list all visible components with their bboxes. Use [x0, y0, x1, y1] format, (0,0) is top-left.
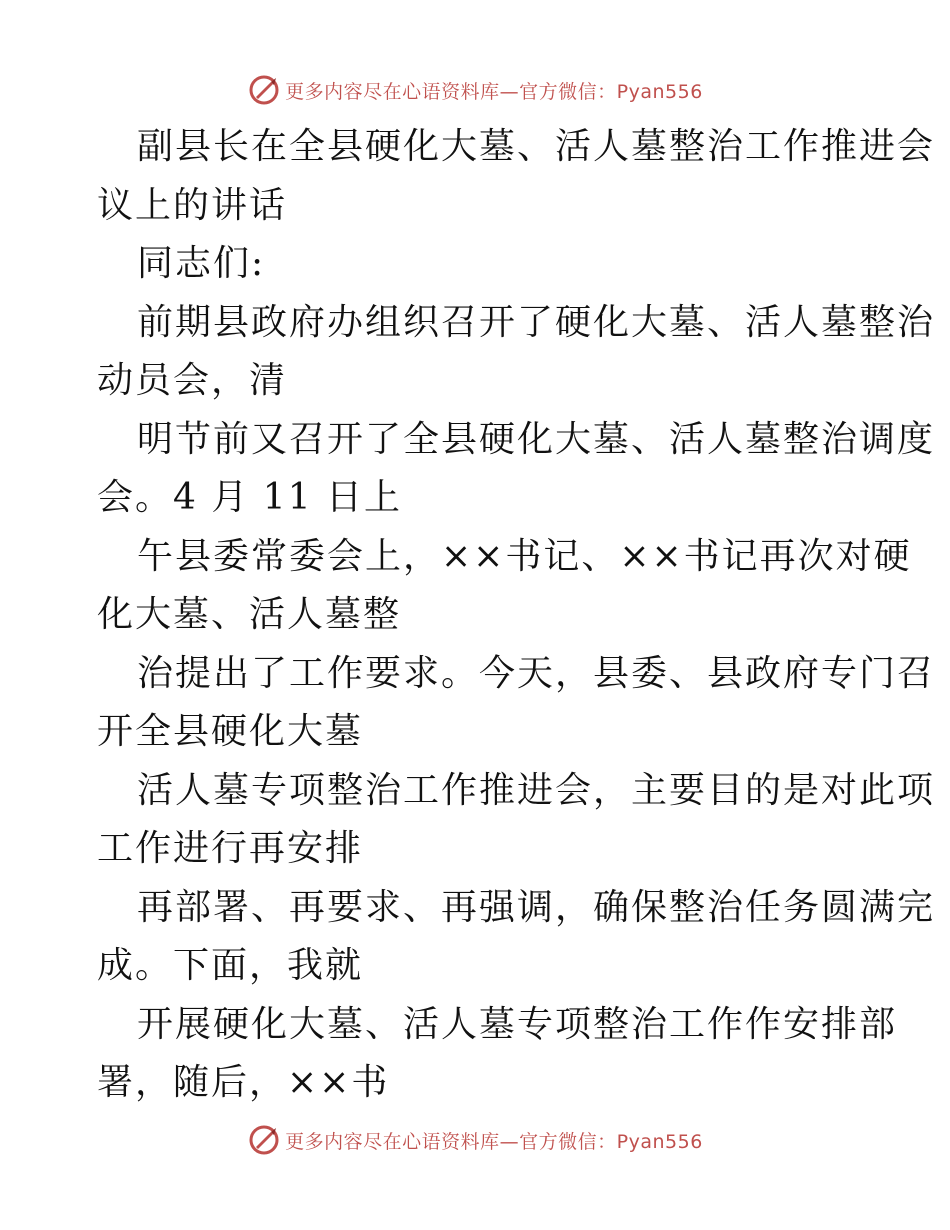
text-line: 动员会，清 — [97, 360, 288, 401]
text-line: 议上的讲话 — [97, 184, 288, 226]
text-line: 化大墓、活人墓整 — [97, 594, 402, 635]
text-line: 明节前又召开了全县硬化大墓、活人墓整治调度 — [137, 418, 936, 460]
quill-pen-logo-icon — [247, 1123, 281, 1157]
watermark-left-text: 更多内容尽在心语资料库 — [285, 80, 500, 103]
watermark-right-text: —官方微信：Pyan556 — [499, 80, 703, 103]
text-line: 再部署、再要求、再强调，确保整治任务圆满完 — [137, 886, 936, 928]
quill-pen-logo-icon — [247, 73, 281, 107]
text-line: 署，随后，××书 — [97, 1062, 390, 1103]
watermark-left-text: 更多内容尽在心语资料库 — [285, 1130, 500, 1153]
document-body — [97, 118, 936, 1113]
watermark-right-text: —官方微信：Pyan556 — [499, 1130, 703, 1153]
text-line: 会。4 月 11 日上 — [97, 477, 403, 518]
text-line: 副县长在全县硬化大墓、活人墓整治工作推进会 — [137, 126, 936, 167]
text-line: 活人墓专项整治工作推进会，主要目的是对此项 — [137, 769, 936, 811]
text-line: 开展硬化大墓、活人墓专项整治工作作安排部 — [137, 1003, 898, 1045]
text-line: 同志们: — [137, 243, 266, 284]
text-line: 治提出了工作要求。今天，县委、县政府专门召 — [137, 652, 936, 694]
text-line: 成。下面，我就 — [97, 945, 364, 986]
text-line: 午县委常委会上，××书记、××书记再次对硬 — [137, 535, 912, 577]
text-line: 前期县政府办组织召开了硬化大墓、活人墓整治 — [137, 301, 936, 343]
footer-watermark — [0, 1120, 950, 1160]
header-watermark — [0, 70, 950, 110]
text-line: 工作进行再安排 — [97, 828, 364, 869]
text-line: 开全县硬化大墓 — [97, 711, 364, 752]
